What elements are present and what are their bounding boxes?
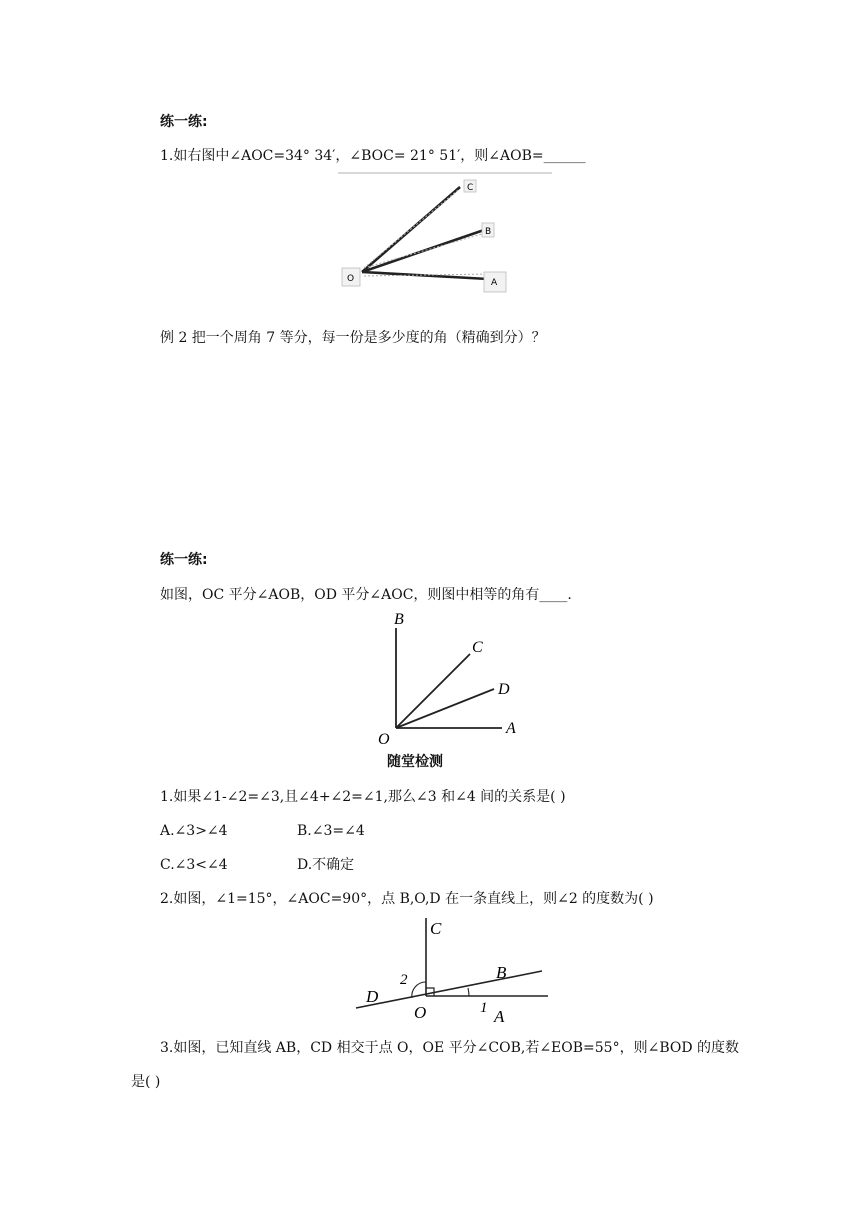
question-1-text: 1.如右图中∠AOC=34° 34′，∠BOC= 21° 51′，则∠AOB=______ xyxy=(160,148,586,164)
label-c: C xyxy=(430,919,442,938)
label-d: D xyxy=(498,681,510,698)
quiz-question-2: 2.如图，∠1=15°，∠AOC=90°，点 B,O,D 在一条直线上，则∠2 的度数为( ) xyxy=(160,891,654,907)
option-d: D.不确定 xyxy=(297,857,355,873)
ray-od xyxy=(396,689,494,728)
angle-1-arc xyxy=(468,988,469,996)
practice-heading-2: 练一练: xyxy=(160,552,208,568)
label-b: B xyxy=(394,611,404,628)
quiz-question-3-line-1: 3.如图，已知直线 AB，CD 相交于点 O，OE 平分∠COB,若∠EOB=55°，则∠BOD 的度数 xyxy=(160,1040,740,1056)
option-b: B.∠3=∠4 xyxy=(297,823,365,839)
figure-right-angle xyxy=(350,912,560,1026)
label-c: C xyxy=(472,639,483,656)
label-c: C xyxy=(467,183,474,193)
example-2-text: 例 2 把一个周角 7 等分，每一份是多少度的角（精确到分）？ xyxy=(160,330,546,346)
label-b: B xyxy=(496,963,507,982)
option-c: C.∠3<∠4 xyxy=(160,857,228,873)
practice-heading-1: 练一练: xyxy=(160,114,208,130)
label-angle-2: 2 xyxy=(400,972,408,988)
label-a: A xyxy=(491,278,498,288)
ray-oc xyxy=(396,654,470,728)
quiz-title: 随堂检测 xyxy=(387,754,443,770)
label-o: O xyxy=(347,274,355,284)
label-o: O xyxy=(414,1003,427,1022)
figure-bisectors xyxy=(378,606,538,746)
label-d: D xyxy=(366,987,379,1006)
label-o: O xyxy=(378,731,390,748)
bisector-question-text: 如图，OC 平分∠AOB，OD 平分∠AOC，则图中相等的角有____. xyxy=(160,587,572,603)
label-a: A xyxy=(494,1007,505,1026)
label-b: B xyxy=(485,227,492,237)
quiz-question-1: 1.如果∠1-∠2=∠3,且∠4+∠2=∠1,那么∠3 和∠4 间的关系是( ) xyxy=(160,789,566,805)
label-a: A xyxy=(506,720,516,737)
quiz-question-3-line-2: 是( ) xyxy=(131,1074,161,1090)
label-angle-1: 1 xyxy=(480,1000,488,1016)
option-a: A.∠3>∠4 xyxy=(160,823,228,839)
figure-angles-aoc xyxy=(336,168,556,298)
line-db xyxy=(356,971,542,1008)
